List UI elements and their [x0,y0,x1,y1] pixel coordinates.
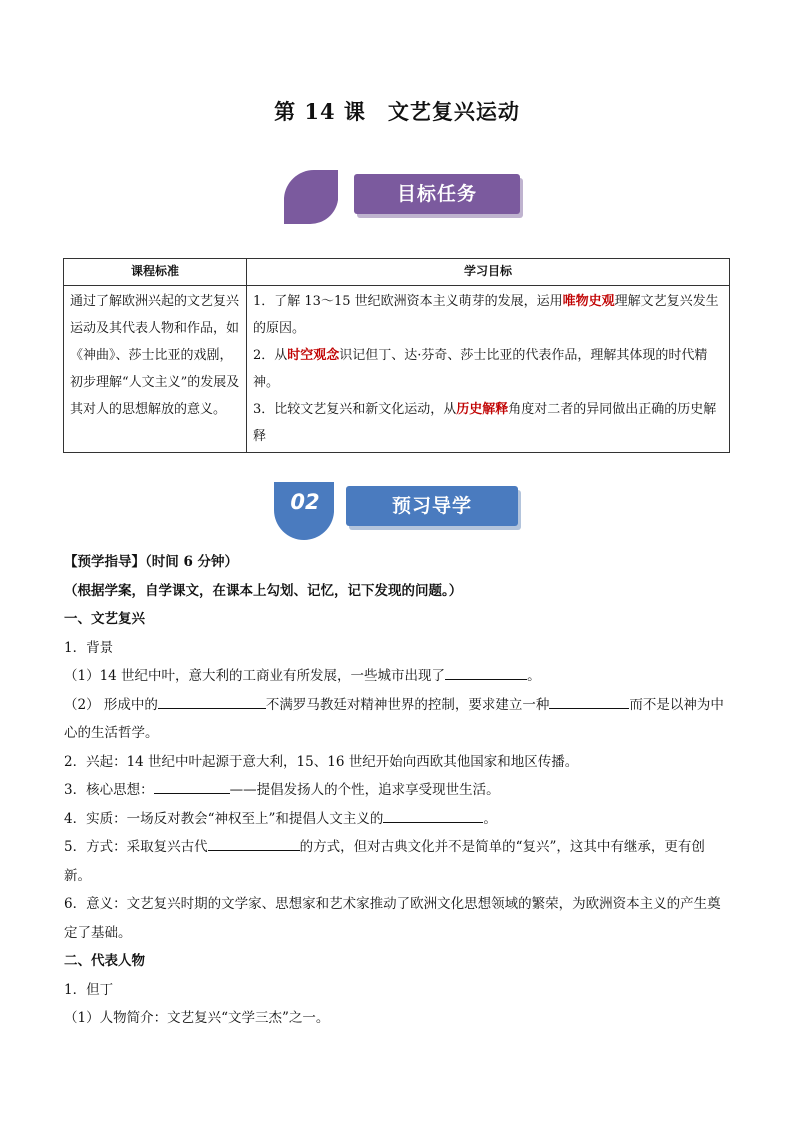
list-item: 6．意义：文艺复兴时期的文学家、思想家和艺术家推动了欧洲文化思想领域的繁荣，为欧洲资本主义的产生奠定了基础。 [64,896,721,941]
header-standard: 课程标准 [64,259,247,286]
list-item: 1．但丁 [64,981,114,998]
section-heading: 一、文艺复兴 [64,611,145,627]
goal-item: 2．从时空观念识记但丁、达·芬奇、莎士比亚的代表作品，理解其体现的时代精神。 [253,348,708,390]
list-item: （1）人物简介：文艺复兴“文学三杰”之一。 [64,1010,330,1026]
list-item: 3．核心思想： ——提倡发扬人的个性，追求享受现世生活。 [64,776,728,805]
list-item: （2） 形成中的 不满罗马教廷对精神世界的控制，要求建立一种 而不是以神为中心的生活哲学。 [64,691,728,748]
section-heading: 二、代表人物 [64,953,145,969]
page-title [0,96,794,126]
goal-task-label: 目标任务 [354,174,520,214]
goal-item: 1．了解 13～15 世纪欧洲资本主义萌芽的发展，运用唯物史观理解文艺复兴发生的原因。 [253,294,719,336]
preview-label: 预习导学 [346,486,518,526]
goals-table [63,258,730,453]
list-item: 2．兴起：14 世纪中叶起源于意大利，15、16 世纪开始向西欧其他国家和地区传播。 [64,753,579,770]
highlight-term: 历史解释 [456,402,509,417]
section-number: 02 [290,490,320,514]
fill-blank[interactable] [445,664,527,680]
goal-item: 3．比较文艺复兴和新文化运动，从历史解释角度对二者的异同做出正确的历史解释 [253,402,717,444]
list-item: 5．方式：采取复兴古代 的方式，但对古典文化并不是简单的“复兴”，这其中有继承，更有创新。 [64,833,728,890]
list-item: （1）14 世纪中叶，意大利的工商业有所发展，一些城市出现了 。 [64,662,728,691]
lesson-name: 文艺复兴运动 [387,99,520,124]
highlight-term: 唯物史观 [562,294,615,309]
header-goals: 学习目标 [247,259,730,286]
highlight-term: 时空观念 [287,348,340,363]
list-item: 1．背景 [64,639,114,656]
list-item: 4．实质：一场反对教会“神权至上”和提倡人文主义的 。 [64,805,728,834]
preview-banner [270,478,530,540]
table-header-row [64,259,730,286]
course-standard: 通过了解欧洲兴起的文艺复兴运动及其代表人物和作品，如《神曲》、莎士比亚的戏剧，初步理解“人文主义”的发展及其对人的思想解放的意义。 [64,286,247,453]
table-row [64,286,730,453]
guide-note: （根据学案，自学课文，在课本上勾划、记忆，记下发现的问题。） [64,582,463,599]
preview-content [64,548,728,1033]
guide-title: 【预学指导】（时间 6 分钟） [64,554,239,570]
fill-blank[interactable] [158,693,266,709]
fill-blank[interactable] [383,807,483,823]
fill-blank[interactable] [208,835,300,851]
learning-goals [247,286,730,453]
goal-task-banner [280,166,530,228]
lesson-number: 第 14 课 [274,99,366,124]
fill-blank[interactable] [549,693,629,709]
fill-blank[interactable] [154,778,230,794]
